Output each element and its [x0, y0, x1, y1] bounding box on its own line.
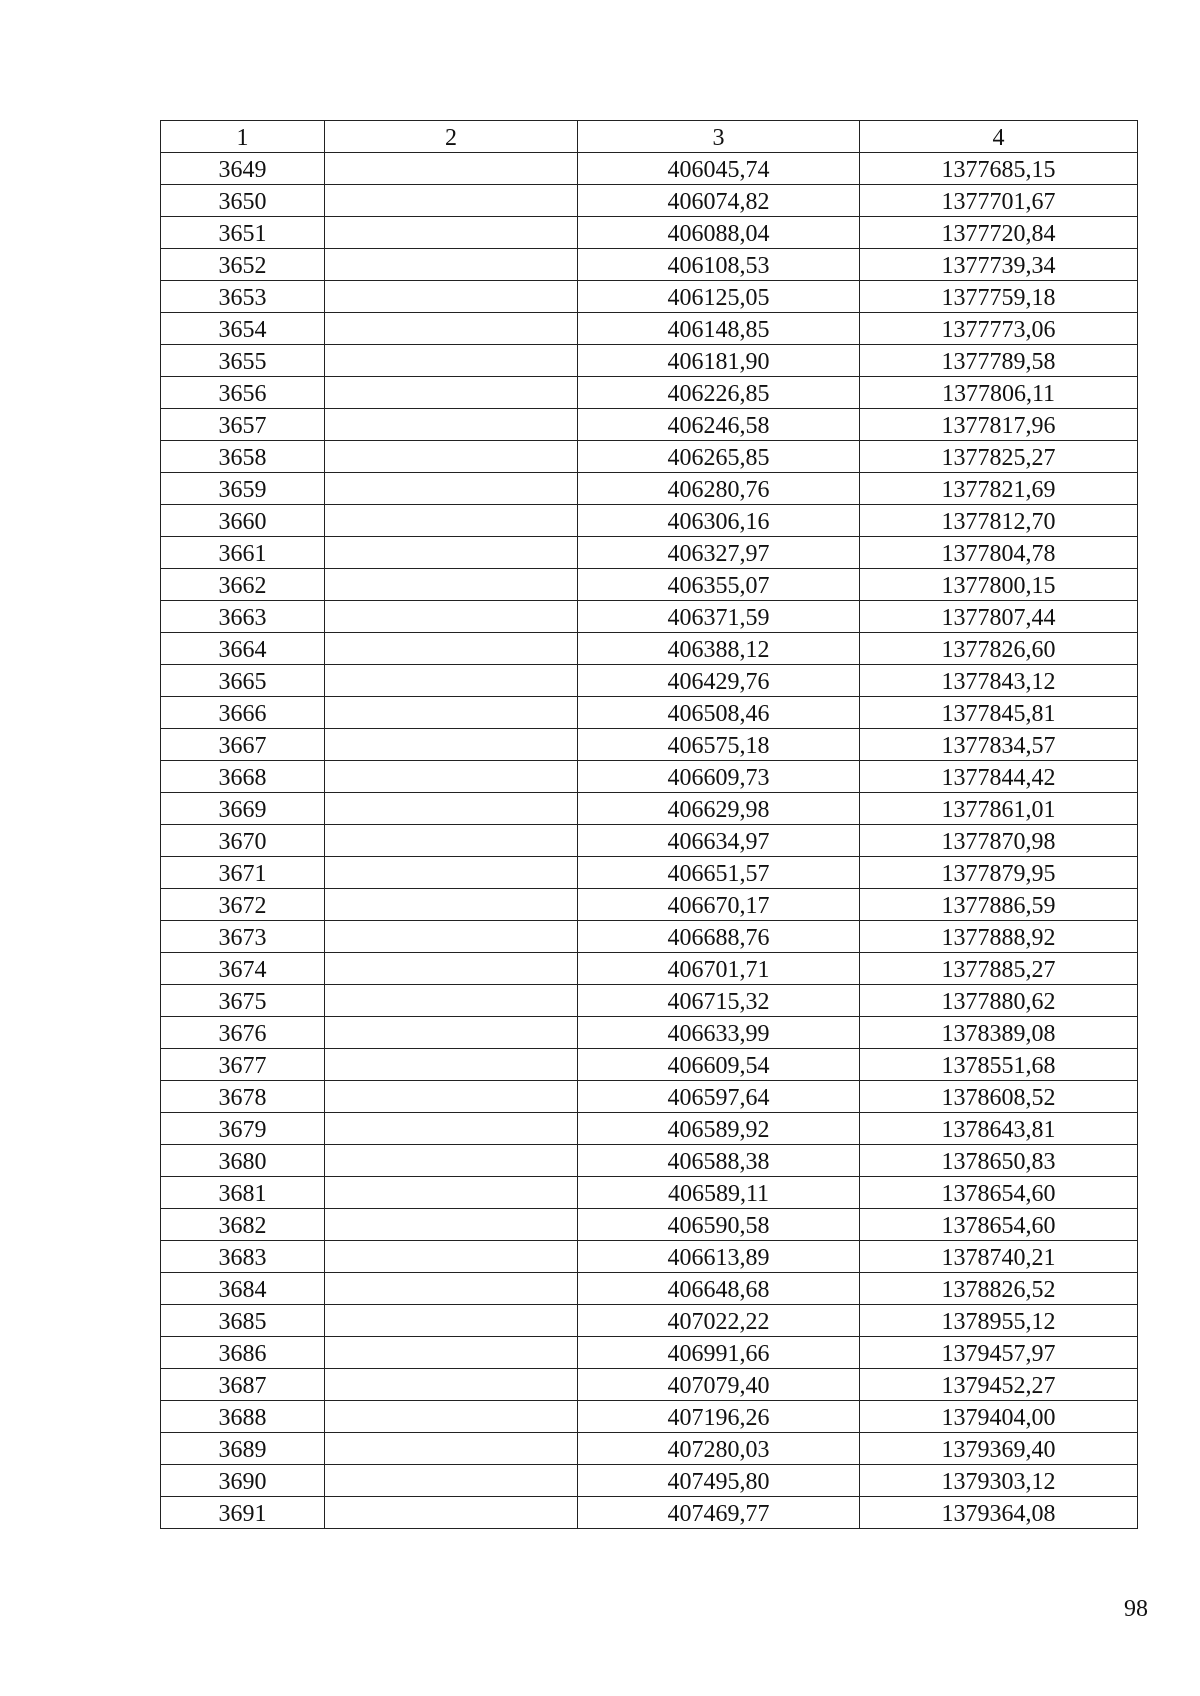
y-coordinate-cell: 1379452,27 — [860, 1369, 1138, 1401]
point-number-cell: 3689 — [161, 1433, 325, 1465]
description-cell — [325, 313, 578, 345]
point-number-cell: 3685 — [161, 1305, 325, 1337]
table-row — [161, 1337, 1138, 1369]
point-number-cell: 3649 — [161, 153, 325, 185]
table-row — [161, 537, 1138, 569]
point-number-cell: 3661 — [161, 537, 325, 569]
x-coordinate-cell: 406589,11 — [578, 1177, 860, 1209]
x-coordinate-cell: 406613,89 — [578, 1241, 860, 1273]
table-row — [161, 1241, 1138, 1273]
x-coordinate-cell: 406306,16 — [578, 505, 860, 537]
description-cell — [325, 601, 578, 633]
table-row — [161, 1401, 1138, 1433]
point-number-cell: 3667 — [161, 729, 325, 761]
description-cell — [325, 1369, 578, 1401]
description-cell — [325, 153, 578, 185]
table-row — [161, 1145, 1138, 1177]
y-coordinate-cell: 1378551,68 — [860, 1049, 1138, 1081]
x-coordinate-cell: 406265,85 — [578, 441, 860, 473]
point-number-cell: 3652 — [161, 249, 325, 281]
table-row — [161, 1273, 1138, 1305]
table-row — [161, 249, 1138, 281]
description-cell — [325, 825, 578, 857]
y-coordinate-cell: 1377861,01 — [860, 793, 1138, 825]
table-row — [161, 633, 1138, 665]
y-coordinate-cell: 1377843,12 — [860, 665, 1138, 697]
point-number-cell: 3664 — [161, 633, 325, 665]
point-number-cell: 3665 — [161, 665, 325, 697]
x-coordinate-cell: 406715,32 — [578, 985, 860, 1017]
table-row — [161, 1017, 1138, 1049]
table-row — [161, 921, 1138, 953]
description-cell — [325, 441, 578, 473]
point-number-cell: 3680 — [161, 1145, 325, 1177]
x-coordinate-cell: 407469,77 — [578, 1497, 860, 1529]
column-header-3: 3 — [578, 121, 860, 153]
x-coordinate-cell: 406648,68 — [578, 1273, 860, 1305]
page-number: 98 — [1124, 1596, 1148, 1622]
point-number-cell: 3670 — [161, 825, 325, 857]
description-cell — [325, 505, 578, 537]
point-number-cell: 3660 — [161, 505, 325, 537]
point-number-cell: 3682 — [161, 1209, 325, 1241]
point-number-cell: 3687 — [161, 1369, 325, 1401]
table-row — [161, 729, 1138, 761]
description-cell — [325, 761, 578, 793]
point-number-cell: 3679 — [161, 1113, 325, 1145]
description-cell — [325, 1177, 578, 1209]
point-number-cell: 3658 — [161, 441, 325, 473]
x-coordinate-cell: 406246,58 — [578, 409, 860, 441]
x-coordinate-cell: 407495,80 — [578, 1465, 860, 1497]
table-row — [161, 377, 1138, 409]
point-number-cell: 3683 — [161, 1241, 325, 1273]
y-coordinate-cell: 1377826,60 — [860, 633, 1138, 665]
description-cell — [325, 569, 578, 601]
table-row — [161, 313, 1138, 345]
description-cell — [325, 921, 578, 953]
description-cell — [325, 1497, 578, 1529]
table-row — [161, 857, 1138, 889]
x-coordinate-cell: 406088,04 — [578, 217, 860, 249]
y-coordinate-cell: 1377845,81 — [860, 697, 1138, 729]
x-coordinate-cell: 406429,76 — [578, 665, 860, 697]
table-row — [161, 1081, 1138, 1113]
point-number-cell: 3675 — [161, 985, 325, 1017]
point-number-cell: 3677 — [161, 1049, 325, 1081]
coordinates-table — [160, 120, 1138, 1529]
table-row — [161, 217, 1138, 249]
description-cell — [325, 665, 578, 697]
y-coordinate-cell: 1379404,00 — [860, 1401, 1138, 1433]
y-coordinate-cell: 1377821,69 — [860, 473, 1138, 505]
y-coordinate-cell: 1377789,58 — [860, 345, 1138, 377]
table-row — [161, 185, 1138, 217]
y-coordinate-cell: 1377773,06 — [860, 313, 1138, 345]
table-row — [161, 761, 1138, 793]
description-cell — [325, 1337, 578, 1369]
y-coordinate-cell: 1378740,21 — [860, 1241, 1138, 1273]
point-number-cell: 3659 — [161, 473, 325, 505]
description-cell — [325, 345, 578, 377]
description-cell — [325, 1273, 578, 1305]
description-cell — [325, 697, 578, 729]
y-coordinate-cell: 1377804,78 — [860, 537, 1138, 569]
y-coordinate-cell: 1377701,67 — [860, 185, 1138, 217]
x-coordinate-cell: 406634,97 — [578, 825, 860, 857]
table-row — [161, 1209, 1138, 1241]
y-coordinate-cell: 1378654,60 — [860, 1209, 1138, 1241]
x-coordinate-cell: 406355,07 — [578, 569, 860, 601]
description-cell — [325, 473, 578, 505]
y-coordinate-cell: 1377759,18 — [860, 281, 1138, 313]
table-row — [161, 953, 1138, 985]
description-cell — [325, 953, 578, 985]
description-cell — [325, 537, 578, 569]
table-body — [161, 121, 1138, 1529]
point-number-cell: 3671 — [161, 857, 325, 889]
table-row — [161, 281, 1138, 313]
x-coordinate-cell: 406280,76 — [578, 473, 860, 505]
description-cell — [325, 1241, 578, 1273]
y-coordinate-cell: 1378389,08 — [860, 1017, 1138, 1049]
table-row — [161, 601, 1138, 633]
y-coordinate-cell: 1379369,40 — [860, 1433, 1138, 1465]
x-coordinate-cell: 406148,85 — [578, 313, 860, 345]
x-coordinate-cell: 406045,74 — [578, 153, 860, 185]
point-number-cell: 3676 — [161, 1017, 325, 1049]
y-coordinate-cell: 1377800,15 — [860, 569, 1138, 601]
point-number-cell: 3666 — [161, 697, 325, 729]
point-number-cell: 3654 — [161, 313, 325, 345]
description-cell — [325, 633, 578, 665]
y-coordinate-cell: 1377685,15 — [860, 153, 1138, 185]
table-row — [161, 1049, 1138, 1081]
y-coordinate-cell: 1377886,59 — [860, 889, 1138, 921]
point-number-cell: 3650 — [161, 185, 325, 217]
table-row — [161, 825, 1138, 857]
y-coordinate-cell: 1378826,52 — [860, 1273, 1138, 1305]
x-coordinate-cell: 406590,58 — [578, 1209, 860, 1241]
table-row — [161, 889, 1138, 921]
table-row — [161, 569, 1138, 601]
table-row — [161, 1113, 1138, 1145]
x-coordinate-cell: 407196,26 — [578, 1401, 860, 1433]
x-coordinate-cell: 406597,64 — [578, 1081, 860, 1113]
y-coordinate-cell: 1377817,96 — [860, 409, 1138, 441]
x-coordinate-cell: 406108,53 — [578, 249, 860, 281]
point-number-cell: 3674 — [161, 953, 325, 985]
point-number-cell: 3673 — [161, 921, 325, 953]
description-cell — [325, 1465, 578, 1497]
x-coordinate-cell: 406688,76 — [578, 921, 860, 953]
x-coordinate-cell: 406609,73 — [578, 761, 860, 793]
table-row — [161, 409, 1138, 441]
description-cell — [325, 857, 578, 889]
table-row — [161, 1177, 1138, 1209]
y-coordinate-cell: 1379457,97 — [860, 1337, 1138, 1369]
point-number-cell: 3672 — [161, 889, 325, 921]
x-coordinate-cell: 406575,18 — [578, 729, 860, 761]
table-row — [161, 345, 1138, 377]
description-cell — [325, 1433, 578, 1465]
y-coordinate-cell: 1377885,27 — [860, 953, 1138, 985]
point-number-cell: 3691 — [161, 1497, 325, 1529]
x-coordinate-cell: 406388,12 — [578, 633, 860, 665]
x-coordinate-cell: 406589,92 — [578, 1113, 860, 1145]
column-header-2: 2 — [325, 121, 578, 153]
description-cell — [325, 1081, 578, 1113]
x-coordinate-cell: 407022,22 — [578, 1305, 860, 1337]
point-number-cell: 3688 — [161, 1401, 325, 1433]
point-number-cell: 3684 — [161, 1273, 325, 1305]
table-row — [161, 1465, 1138, 1497]
description-cell — [325, 217, 578, 249]
y-coordinate-cell: 1377880,62 — [860, 985, 1138, 1017]
point-number-cell: 3681 — [161, 1177, 325, 1209]
point-number-cell: 3651 — [161, 217, 325, 249]
point-number-cell: 3655 — [161, 345, 325, 377]
y-coordinate-cell: 1377806,11 — [860, 377, 1138, 409]
y-coordinate-cell: 1377739,34 — [860, 249, 1138, 281]
description-cell — [325, 1113, 578, 1145]
y-coordinate-cell: 1379364,08 — [860, 1497, 1138, 1529]
description-cell — [325, 249, 578, 281]
x-coordinate-cell: 406226,85 — [578, 377, 860, 409]
table-row — [161, 153, 1138, 185]
point-number-cell: 3686 — [161, 1337, 325, 1369]
point-number-cell: 3662 — [161, 569, 325, 601]
x-coordinate-cell: 407280,03 — [578, 1433, 860, 1465]
column-header-4: 4 — [860, 121, 1138, 153]
y-coordinate-cell: 1377888,92 — [860, 921, 1138, 953]
table-row — [161, 505, 1138, 537]
description-cell — [325, 889, 578, 921]
x-coordinate-cell: 406181,90 — [578, 345, 860, 377]
y-coordinate-cell: 1377879,95 — [860, 857, 1138, 889]
column-header-1: 1 — [161, 121, 325, 153]
description-cell — [325, 185, 578, 217]
x-coordinate-cell: 406701,71 — [578, 953, 860, 985]
table-row — [161, 1433, 1138, 1465]
x-coordinate-cell: 406633,99 — [578, 1017, 860, 1049]
x-coordinate-cell: 406991,66 — [578, 1337, 860, 1369]
point-number-cell: 3656 — [161, 377, 325, 409]
x-coordinate-cell: 406327,97 — [578, 537, 860, 569]
description-cell — [325, 409, 578, 441]
point-number-cell: 3653 — [161, 281, 325, 313]
description-cell — [325, 1145, 578, 1177]
point-number-cell: 3663 — [161, 601, 325, 633]
x-coordinate-cell: 406609,54 — [578, 1049, 860, 1081]
point-number-cell: 3690 — [161, 1465, 325, 1497]
x-coordinate-cell: 406125,05 — [578, 281, 860, 313]
description-cell — [325, 377, 578, 409]
x-coordinate-cell: 406670,17 — [578, 889, 860, 921]
description-cell — [325, 1305, 578, 1337]
table-row — [161, 985, 1138, 1017]
point-number-cell: 3678 — [161, 1081, 325, 1113]
y-coordinate-cell: 1377844,42 — [860, 761, 1138, 793]
x-coordinate-cell: 406629,98 — [578, 793, 860, 825]
point-number-cell: 3657 — [161, 409, 325, 441]
y-coordinate-cell: 1378608,52 — [860, 1081, 1138, 1113]
table-row — [161, 1497, 1138, 1529]
x-coordinate-cell: 406588,38 — [578, 1145, 860, 1177]
description-cell — [325, 281, 578, 313]
table-row — [161, 1305, 1138, 1337]
y-coordinate-cell: 1378643,81 — [860, 1113, 1138, 1145]
description-cell — [325, 793, 578, 825]
y-coordinate-cell: 1377870,98 — [860, 825, 1138, 857]
y-coordinate-cell: 1378654,60 — [860, 1177, 1138, 1209]
description-cell — [325, 985, 578, 1017]
y-coordinate-cell: 1379303,12 — [860, 1465, 1138, 1497]
description-cell — [325, 1401, 578, 1433]
y-coordinate-cell: 1377825,27 — [860, 441, 1138, 473]
table-row — [161, 473, 1138, 505]
table-row — [161, 441, 1138, 473]
y-coordinate-cell: 1377834,57 — [860, 729, 1138, 761]
table-row — [161, 665, 1138, 697]
x-coordinate-cell: 407079,40 — [578, 1369, 860, 1401]
description-cell — [325, 1049, 578, 1081]
y-coordinate-cell: 1377807,44 — [860, 601, 1138, 633]
x-coordinate-cell: 406508,46 — [578, 697, 860, 729]
description-cell — [325, 1209, 578, 1241]
table-row — [161, 1369, 1138, 1401]
y-coordinate-cell: 1377720,84 — [860, 217, 1138, 249]
table-row — [161, 793, 1138, 825]
x-coordinate-cell: 406371,59 — [578, 601, 860, 633]
x-coordinate-cell: 406074,82 — [578, 185, 860, 217]
y-coordinate-cell: 1378955,12 — [860, 1305, 1138, 1337]
table-row — [161, 697, 1138, 729]
table-header-row — [161, 121, 1138, 153]
y-coordinate-cell: 1378650,83 — [860, 1145, 1138, 1177]
x-coordinate-cell: 406651,57 — [578, 857, 860, 889]
point-number-cell: 3669 — [161, 793, 325, 825]
y-coordinate-cell: 1377812,70 — [860, 505, 1138, 537]
point-number-cell: 3668 — [161, 761, 325, 793]
description-cell — [325, 1017, 578, 1049]
description-cell — [325, 729, 578, 761]
